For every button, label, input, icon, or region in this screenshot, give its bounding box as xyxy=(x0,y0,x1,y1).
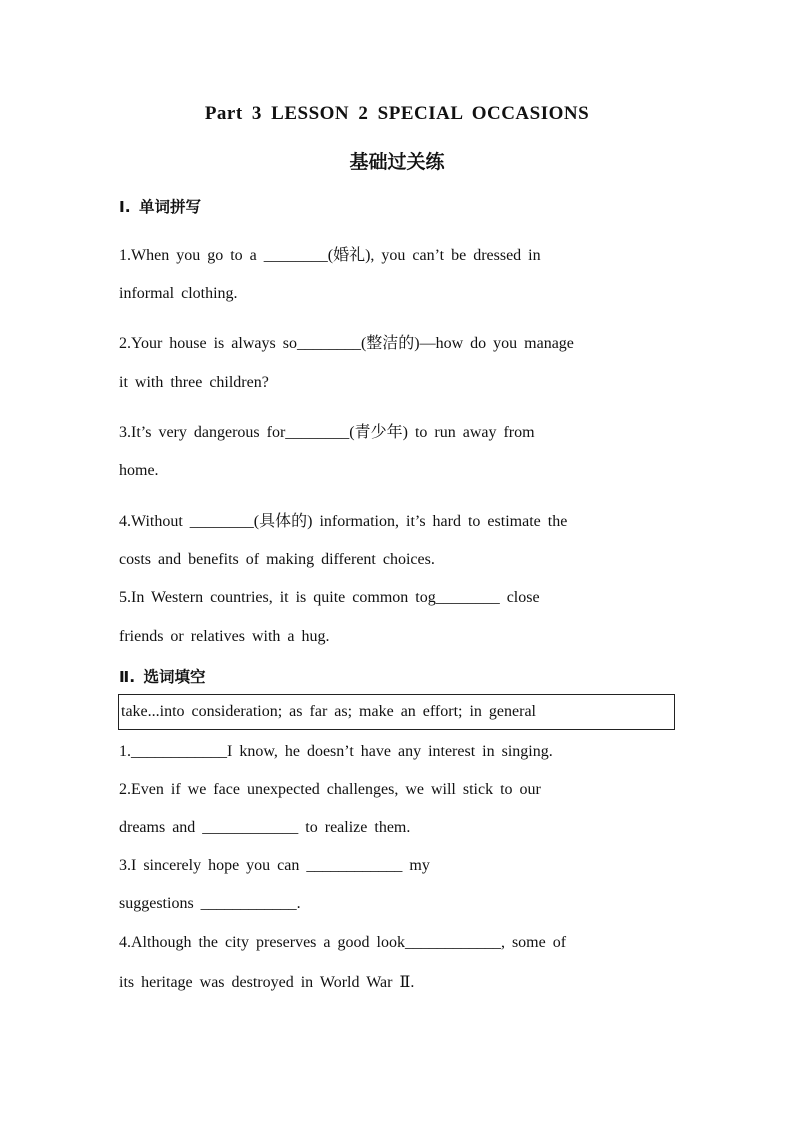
document-subtitle: 基础过关练 xyxy=(349,151,445,173)
question-line: 3.I sincerely hope you can ____________ my xyxy=(119,857,430,874)
question-line: 1.When you go to a ________(婚礼), you can’t be dressed in xyxy=(119,247,541,264)
question-line: 2.Your house is always so________(整洁的)—how do you manage xyxy=(119,335,574,352)
question-line: costs and benefits of making different choices. xyxy=(119,551,435,568)
question-line: suggestions ____________. xyxy=(119,895,301,912)
section1-heading: Ⅰ. 单词拼写 xyxy=(119,198,202,216)
question-line: 4.Without ________(具体的) information, it’s hard to estimate the xyxy=(119,513,568,530)
question-line: it with three children? xyxy=(119,374,269,391)
document-title: Part 3 LESSON 2 SPECIAL OCCASIONS xyxy=(204,103,590,124)
word-bank-text: take...into consideration; as far as; make an effort; in general xyxy=(121,703,536,720)
question-line: friends or relatives with a hug. xyxy=(119,628,330,645)
question-line: informal clothing. xyxy=(119,285,238,302)
question-line: 2.Even if we face unexpected challenges, we will stick to our xyxy=(119,781,541,798)
question-line: dreams and ____________ to realize them. xyxy=(119,819,411,836)
word-bank-box xyxy=(118,694,675,730)
question-line: its heritage was destroyed in World War Ⅱ. xyxy=(119,974,415,991)
question-line: 3.It’s very dangerous for________(青少年) to run away from xyxy=(119,424,535,441)
question-line: home. xyxy=(119,462,159,479)
question-line: 1.____________I know, he doesn’t have any interest in singing. xyxy=(119,743,553,760)
section2-heading: Ⅱ. 选词填空 xyxy=(119,668,206,686)
question-line: 5.In Western countries, it is quite common tog________ close xyxy=(119,589,540,606)
question-line: 4.Although the city preserves a good look____________, some of xyxy=(119,934,567,951)
